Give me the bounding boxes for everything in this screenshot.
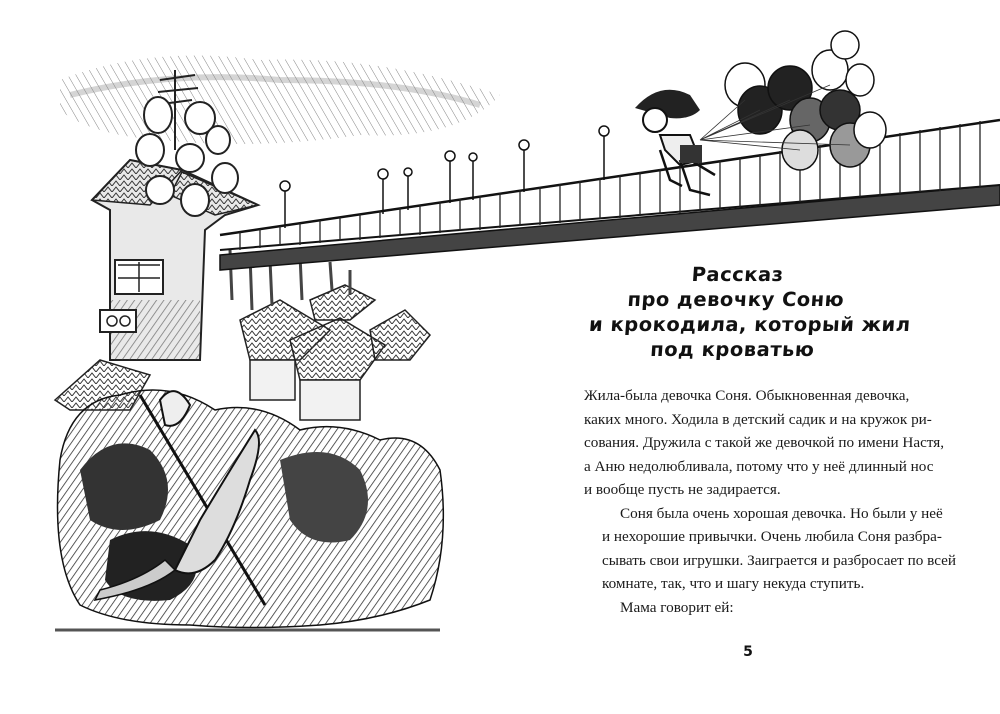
paragraph [584, 596, 892, 620]
title-line: Рассказ [690, 263, 785, 286]
text-line: комнате, так, что и шагу некуда ступить. [602, 575, 865, 592]
text-line: и вообще пусть не задирается. [584, 481, 781, 498]
text-line: Жила-была девочка Соня. Обыкновенная девочка, [584, 387, 910, 404]
title-line: про девочку Соню [626, 288, 845, 311]
text-line: Мама говорит ей: [620, 598, 734, 616]
paragraph [584, 502, 957, 596]
title-line: и крокодила, который жил [588, 313, 912, 336]
text-line: сования. Дружила с такой же девочкой по имени Настя, [584, 434, 945, 451]
bridge [220, 120, 1000, 270]
story-text [584, 384, 957, 619]
text-line: а Аню недолюбливала, потому что у неё длинный нос [584, 457, 934, 475]
text-line: Соня была очень хорошая девочка. Но были у неё [620, 504, 943, 522]
text-line: каких много. Ходила в детский садик и на кружок ри- [584, 410, 932, 428]
paragraph [584, 384, 945, 502]
title-line: под кроватью [649, 338, 816, 361]
page-number: 5 [743, 644, 753, 660]
sky-shading [60, 56, 500, 145]
text-line: и нехорошие привычки. Очень любила Соня разбра- [602, 528, 942, 545]
story-title [587, 262, 912, 362]
text-line: сывать свои игрушки. Заиграется и разбросает по всей [602, 551, 957, 569]
